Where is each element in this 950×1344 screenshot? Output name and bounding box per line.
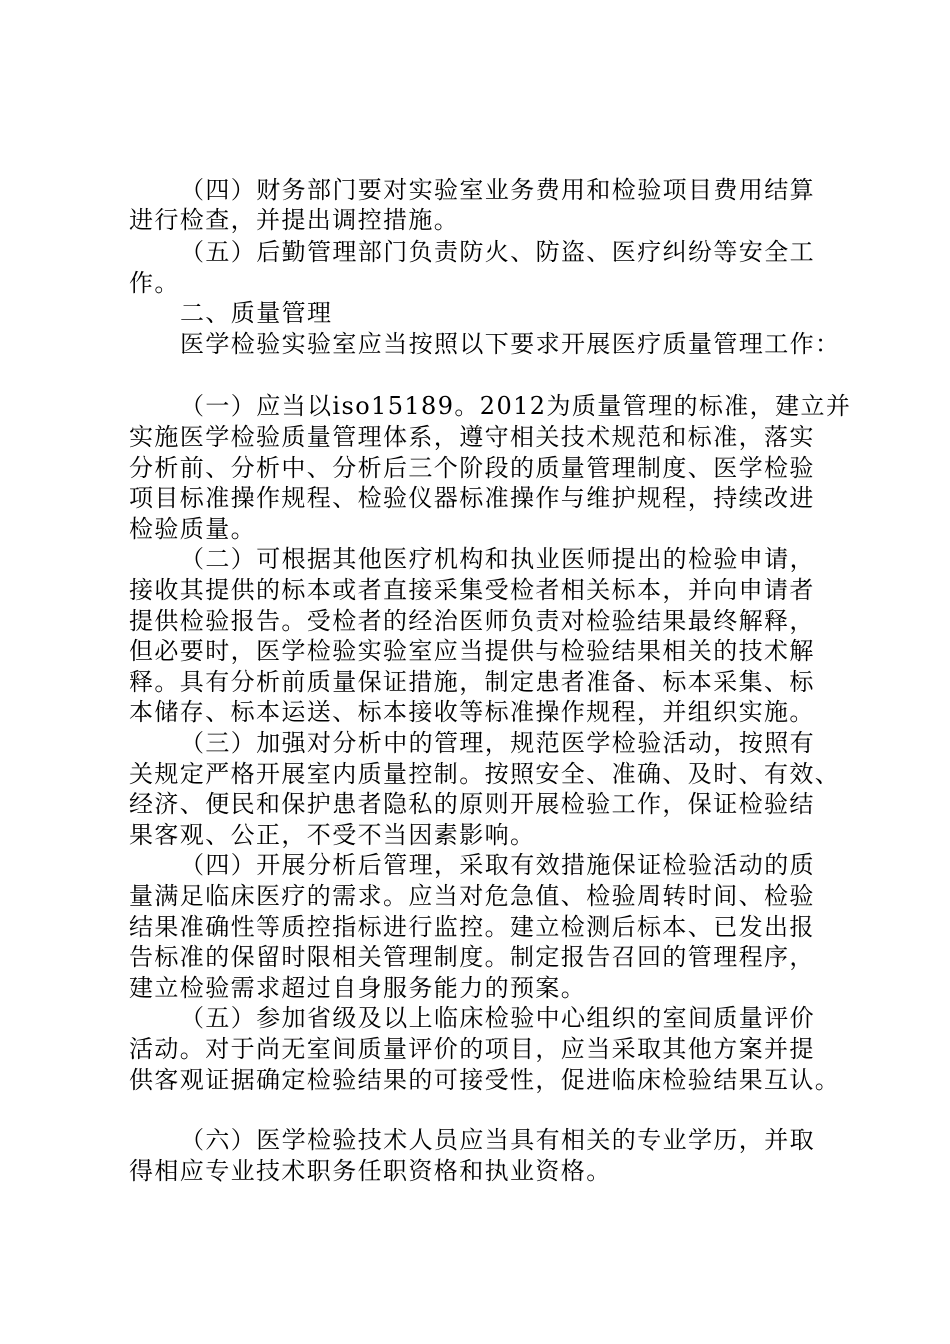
text-line: 本储存、标本运送、标本接收等标准操作规程，并组织实施。 <box>129 698 815 726</box>
text-line: 活动。对于尚无室间质量评价的项目，应当采取其他方案并提 <box>129 1035 815 1063</box>
text-line: 经济、便民和保护患者隐私的原则开展检验工作，保证检验结 <box>129 790 815 818</box>
text-line: （一）应当以iso15189。2012为质量管理的标准，建立并 <box>180 392 852 420</box>
text-line: （四）财务部门要对实验室业务费用和检验项目费用结算 <box>180 176 815 204</box>
text-line: 检验质量。 <box>129 515 256 543</box>
text-line: 医学检验实验室应当按照以下要求开展医疗质量管理工作： <box>180 330 841 358</box>
text-line: 供客观证据确定检验结果的可接受性，促进临床检验结果互认。 <box>129 1066 841 1094</box>
text-line: 得相应专业技术职务任职资格和执业资格。 <box>129 1157 612 1185</box>
text-line: （五）参加省级及以上临床检验中心组织的室间质量评价 <box>180 1004 815 1032</box>
text-line: 果客观、公正，不受不当因素影响。 <box>129 821 536 849</box>
text-line: 量满足临床医疗的需求。应当对危急值、检验周转时间、检验 <box>129 882 815 910</box>
text-line: （五）后勤管理部门负责防火、防盗、医疗纠纷等安全工 <box>180 238 815 266</box>
text-line: 项目标准操作规程、检验仪器标准操作与维护规程，持续改进 <box>129 484 815 512</box>
text-line: 实施医学检验质量管理体系，遵守相关技术规范和标准，落实 <box>129 423 815 451</box>
text-line: 作。 <box>129 269 180 297</box>
text-line: 但必要时，医学检验实验室应当提供与检验结果相关的技术解 <box>129 637 815 665</box>
text-line: 结果准确性等质控指标进行监控。建立检测后标本、已发出报 <box>129 913 815 941</box>
text-line: 释。具有分析前质量保证措施，制定患者准备、标本采集、标 <box>129 668 815 696</box>
text-line: 接收其提供的标本或者直接采集受检者相关标本，并向申请者 <box>129 576 815 604</box>
text-line: 进行检查，并提出调控措施。 <box>129 206 460 234</box>
text-line: 告标准的保留时限相关管理制度。制定报告召回的管理程序， <box>129 943 815 971</box>
text-line: 分析前、分析中、分析后三个阶段的质量管理制度、医学检验 <box>129 454 815 482</box>
text-line: 提供检验报告。受检者的经治医师负责对检验结果最终解释， <box>129 607 815 635</box>
text-line: （三）加强对分析中的管理，规范医学检验活动，按照有 <box>180 729 815 757</box>
text-line: （六）医学检验技术人员应当具有相关的专业学历，并取 <box>180 1126 815 1154</box>
text-line: （四）开展分析后管理，采取有效措施保证检验活动的质 <box>180 851 815 879</box>
text-line: 关规定严格开展室内质量控制。按照安全、准确、及时、有效、 <box>129 760 841 788</box>
section-heading: 二、质量管理 <box>180 299 333 327</box>
text-line: （二）可根据其他医疗机构和执业医师提出的检验申请， <box>180 545 815 573</box>
text-line: 建立检验需求超过自身服务能力的预案。 <box>129 974 587 1002</box>
